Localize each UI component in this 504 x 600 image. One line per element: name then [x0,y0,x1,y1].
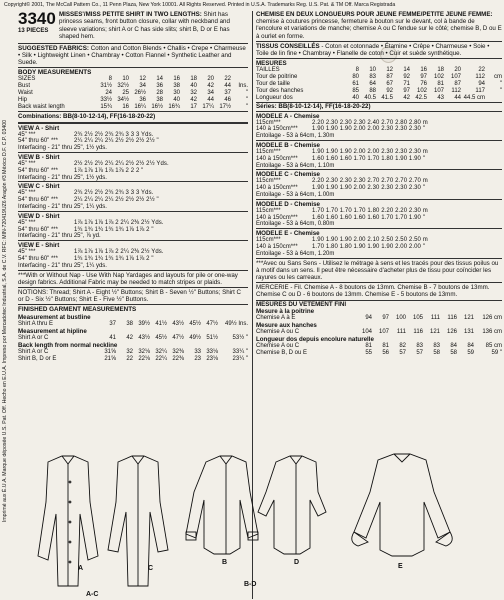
view-c: VIEW C - Shirt 45" *** 2¾ 2½ 2½ 2¾ 2¾ 3 3 3 Yds. 54" thru 60" *** 2¼ 2¼ 2¼ 2¼ 2½ 2½ 2½ 2½ " Interfacing - 21" thru 25", 1¼ yds. [18,181,248,210]
view-a: VIEW A - Shirt 45" *** 2¾ 2½ 2½ 2¾ 2¾ 3 3 3 Yds. 54" thru 60" *** 2¼ 2¼ 2¼ 2¼ 2½ 2½ 2½ 2½ " Interfacing - 21" thru 25", 1½ yds. [18,123,248,152]
french-fabrics: TISSUS CONSEILLÉS - Coton et cotonnade • Étamine • Crêpe • Charmeuse • Soie • Toile de lin fine • Chambray • Flanelle de coton • Cuir et suède synthétique. [256,42,502,59]
bust-row: Bust 31½ 32½ 34 36 38 40 42 44 Ins. [18,83,248,90]
view-d: VIEW D - Shirt 45" *** 1⅞ 1⅞ 1⅞ 1⅞ 2 2¼ 2⅜ 2½ Yds. 54" thru 60" *** 1¾ 1¾ 1¾ 1¾ 1¾ 1⅞ 1⅞ 2 " Interfacing - 21" thru 25", ⅞ yd. [18,211,248,240]
pattern-number: 3340 [18,9,56,28]
finished-back-ac-row: Shirt A or C 31⅝ 32 32⅛ 32¼ 32⅜ 33 33⅛ 33¼ " [18,348,248,355]
shirt-d-front-drawing [258,456,326,554]
english-column [18,11,248,363]
modele-d: MODELE D - Chemise 115cm*** 1.70 1.70 1.70 1.70 1.80 2.20 2.20 2.30 m 140 à 150cm*** 1.60 1.60 1.60 1.60 1.60 1.70 1.70 1.90 " Entoilage - 53 à 64cm, 0.80m [256,199,502,228]
shirt-e-front-drawing [352,454,453,556]
modele-b: MODELE B - Chemise 115cm*** 1.90 1.90 1.90 2.00 2.00 2.30 2.30 2.30 m 140 à 150cm*** 1.60 1.60 1.60 1.70 1.70 1.80 1.90 1.90 " Entoilage - 53 à 64cm, 1.10m [256,140,502,169]
combinations: Combinations: BB(8-10-12-14), FF(16-18-20-22) [18,112,248,122]
label-a: A [78,565,84,572]
finished-bust-row: Shirt A thru E 37 38 39½ 41½ 43½ 45½ 47½ 49½ Ins. [18,320,248,327]
copyright-line: Copyright© 2001, The McCall Pattern Co., 11 Penn Plaza, New York 10001. All Rights Reserved. Printed in U.S.A. Trademarks Reg. U.S. Pat. & TM Off. Marca Registrada [4,2,396,8]
french-mercerie: MERCERIE - Fil. Chemise A - 8 boutons de 13mm. Chemise B - 7 boutons de 13mm. Chemise C ou D - 6 boutons de 13mm. Chemise E - 5 boutons de 13mm. [256,283,502,300]
shirt-a-front-drawing [38,456,98,586]
nap-note: ***With or Without Nap - Use With Nap Yardages and layouts for pile or one-way design fabrics. Additional Fabric may be needed to match stripes or plaids. [18,270,248,288]
body-measurements-title: BODY MEASUREMENTS [18,69,92,77]
french-measurements: MESURES TAILLES 8 10 12 14 16 18 20 22 Tour de poitrine 80 83 87 92 97 102 107 112 cm Tour de taille 61 64 67 71 76 81 87 94 " Tour des hanches 85 88 92 97 102 107 112 117 " Longueur dos 40 40.5 41.5 42 42.5 43 44 44.5 cm [256,59,502,103]
finished-measurements: FINISHED GARMENT MEASUREMENTS Measurement at bustline Shirt A thru E 37 38 39½ 41½ 43½ 45½ 47½ 49½ Ins. Measurement at hipline Shirt A or C 41 42 43½ 45½ 47½ 49½ 51½ 53½ " Back length from normal neckline Shirt A or C 31⅝ 32 32⅛ 32¼ 32⅜ 33 33⅛ 33¼ " Shirt B, D or E 21⅝ 22 22⅛ 22¼ 22⅜ 23 23⅛ 23¼ " [18,306,248,362]
view-e: VIEW E - Shirt 45" *** 1⅞ 1⅞ 1⅞ 1⅞ 2 2¼ 2⅜ 2½ Yds. 54" thru 60" *** 1¾ 1¾ 1¾ 1¾ 1¾ 1⅞ 1⅞ 2 " Interfacing - 21" thru 25", 1¼ yds. [18,240,248,269]
hip-row: Hip 33½ 34½ 36 38 40 42 44 46 " [18,96,248,103]
back-view-drawings [18,452,502,600]
label-b: B [222,559,228,566]
french-header: CHEMISE EN DEUX LONGUEURS POUR JEUNE FEMME/PETITE JEUNE FEMME: chemise à coutures princesse, fermeture à bouton sur le devant, col à bande de l'encolure et variations de manche; chemise A ou C fendue sur le côté; chemise B, D ou E à ourlet en forme. [256,11,502,42]
back-waist-row: Back waist length 15¾ 16 16¼ 16½ 16¾ 17 17¼ 17½ " [18,103,248,110]
pieces-count: 13 PIECES [18,28,49,34]
header-block [18,11,248,44]
modele-c: MODELE C - Chemise 115cm*** 2.20 2.30 2.30 2.30 2.70 2.70 2.70 2.70 m 140 à 150cm*** 1.90 1.90 1.90 2.00 2.30 2.30 2.30 2.30 " Entoilage - 53 à 64cm, 1.00m [256,169,502,198]
yardage-views [18,123,248,270]
finished-hip-row: Shirt A or C 41 42 43½ 45½ 47½ 49½ 51½ 53½ " [18,334,248,341]
description-en: Shirt has princess seams, front button closure, collar with neckband and sleeve variations; shirt A or C has side slits; shirt B, D or E has shaped hem. [59,11,230,41]
french-column [256,11,502,357]
suggested-fabrics-title: SUGGESTED FABRICS: [18,44,90,52]
suggested-fabrics [18,44,248,69]
view-b: VIEW B - Shirt 45" *** 2½ 2½ 2½ 2¼ 2¼ 2½ 2½ 2½ Yds. 54" thru 60" *** 1⅞ 1⅞ 1⅞ 1⅞ 1⅞ 2 2 2 " Interfacing - 21" thru 25", 1½ yds. [18,152,248,181]
french-finished-measurements: MESURES DU VETEMENT FINI Mesure à la poitrine Chemise A à E 94 97 100 105 111 116 121 126 cm Mesure aux hanches Chemise A ou C 104 107 111 116 121 126 131 136 cm Longueur dos depuis encolure naturelle Chemise A ou C 81 81 82 83 83 84 84 85 cm Chemise B, D ou E 55 56 57 57 58 58 59 59 " [256,300,502,356]
french-nap-note: ***Avec ou Sans Sens - Utilisez le métrage à sens et les tracés pour des tissus poilus ou à motif dans un sens. Il peut être nécessaire d'acheter plus de tissu pour coïncider les rayures ou les carreaux. [256,258,502,284]
label-a-c: A-C [86,591,99,598]
body-measurements [18,68,248,112]
label-d: D [294,559,300,566]
label-b-d: B-D [244,581,257,588]
modele-e: MODELE E - Chemise 115cm*** 1.90 1.90 1.90 2.00 2.10 2.50 2.50 2.50 m 140 à 150cm*** 1.70 1.80 1.80 1.90 1.90 1.90 2.00 2.00 " Entoilage - 53 à 64cm, 1.20m [256,228,502,257]
label-c: C [148,565,154,572]
sizes-row: SIZES 8 10 12 14 16 18 20 22 [18,76,231,83]
label-e: E [398,563,403,570]
sidebar-text: Imprimé aux É.U.A. Marque déposée U.S. Pat. Off. Hecho en E.U.A. Impreso por Mercadotec Industrial, S.A. de C.V. RFC: MIN-720419UZ6 Aragón #3 México D.F. C.P. 03400 [2,120,8,523]
body-measurements-table [18,76,248,110]
waist-row: Waist 24 25 26½ 28 30 32 34 37 " [18,90,248,97]
shirt-c-front-drawing [108,456,168,586]
french-models [256,112,502,258]
finished-back-bde-row: Shirt B, D or E 21⅝ 22 22⅛ 22¼ 22⅜ 23 23⅛ 23¼ " [18,355,248,362]
sidebar-print-info [0,120,17,590]
modele-a: MODELE A - Chemise 115cm*** 2.20 2.30 2.30 2.30 2.40 2.70 2.80 2.80 m 140 à 150cm*** 1.90 1.90 1.90 2.00 2.00 2.30 2.30 2.30 " Entoilage - 53 à 64cm, 1.30m [256,112,428,140]
title-en: MISSES'/MISS PETITE SHIRT IN TWO LENGTHS: [59,11,202,18]
notions: NOTIONS: Thread; Shirt A - Eight ½" Buttons; Shirt B - Seven ½" Buttons; Shirt C or D - Six ½" Buttons; Shirt E - Five ½" Buttons. [18,288,248,305]
shirt-b-front-drawing [186,456,258,554]
suggested-fabrics-text: Cotton and Cotton Blends • Challis • Crepe • Charmeuse • Silk • Lightweight Linen • Chambray • Cotton Flannel • Synthetic Leather and Suede. [18,44,246,67]
french-series: Séries: BB(8-10-12-14), FF(16-18-20-22) [256,103,502,111]
